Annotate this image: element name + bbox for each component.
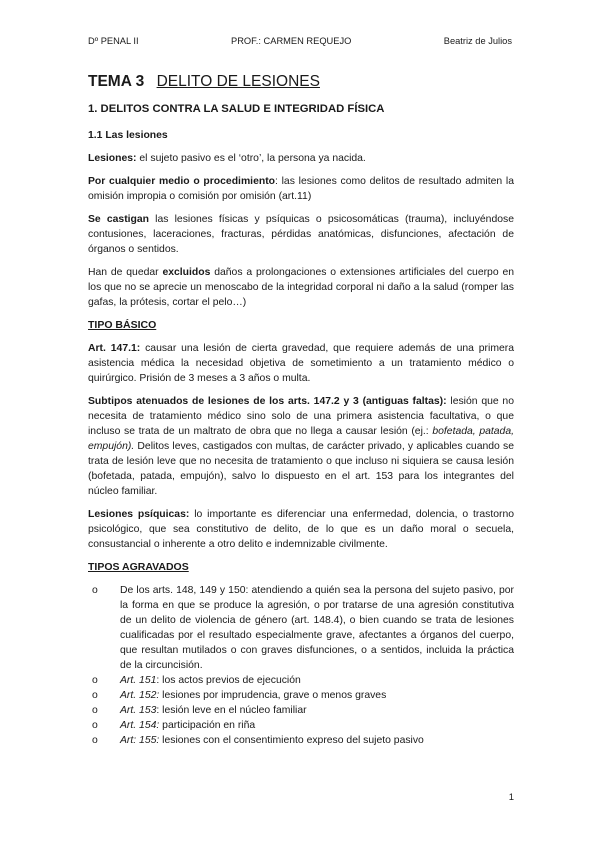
paragraph-psiquicas: Lesiones psíquicas: lo importante es diferenciar una enfermedad, dolencia, o trastorno psicológico, que sea constitutivo de delito, de lo que es un daño moral o secuela, consustancial o inherente a otro delito e indemnizable civilmente. [88,509,515,550]
bullet-icon: o [92,675,98,686]
list-item: o Art. 153: lesión leve en el núcleo familiar [92,705,307,716]
paragraph-subtipos: Subtipos atenuados de lesiones de los arts. 147.2 y 3 (antiguas faltas): lesión que no necesita de tratamiento médico sino solo de una primera asistencia facultativa, o que incluso se trata de un maltrato de obra que no llega a causar lesión (ej.: bofetada, patada, empujón). Delitos leves, castigados con multas, de carácter privado, y aplicables cuando se trata de lesión leve que no necesita de tratamiento o que incluso ni siquiera se causa lesión (bofetada, patada, empujón), salvo lo dispuesto en el art. 153 para los integrantes del núcleo familiar. [88,396,515,497]
list-item: o De los arts. 148, 149 y 150: atendiendo a quién sea la persona del sujeto pasivo, por la forma en que se produce la agresión, o por tratarse de una agresión constitutiva de un delito de violencia de género (art. 148.4), o bien cuando se trata de lesiones cualificadas por el resultado especialmente grave, afectantes a órganos del cuerpo, que resultan mutilados o con graves disfunciones, o a sentidos, incluida la práctica de la circuncisión. [92,585,514,671]
subsection-heading: 1.1 Las lesiones [88,130,168,141]
header-professor: PROF.: CARMEN REQUEJO [231,36,352,46]
term-subtipos: Subtipos atenuados de lesiones de los arts. 147.2 y 3 (antiguas faltas): [88,396,447,407]
paragraph-castigan: Se castigan las lesiones físicas y psíquicas o psicosomáticas (trauma), incluyéndose contusiones, laceraciones, fracturas, pérdidas anatómicas, disfunciones, afectación de órganos o sentidos. [88,214,514,255]
bullet-icon: o [92,690,98,701]
page-content [88,74,514,748]
paragraph-medio: Por cualquier medio o procedimiento: las lesiones como delitos de resultado admiten la omisión impropia o comisión por omisión (art.11) [88,176,514,202]
topic-name: DELITO DE LESIONES [156,73,320,90]
list-item: o Art: 155: lesiones con el consentimiento expreso del sujeto pasivo [92,735,424,746]
term-excluidos: excluidos [162,267,211,278]
paragraph-lesiones: Lesiones: el sujeto pasivo es el ‘otro’, la persona ya nacida. [88,153,366,164]
page-number: 1 [508,792,514,803]
bullet-icon: o [92,720,98,731]
bullet-icon: o [92,705,98,716]
aggravated-list [88,583,514,748]
list-item: o Art. 154: participación en riña [92,720,256,731]
term-castigan: Se castigan [88,214,150,225]
page-header [88,36,512,46]
list-item: o Art. 151: los actos previos de ejecución [92,675,301,686]
tipo-basico-heading: TIPO BÁSICO [88,319,157,331]
term-art-147-1: Art. 147.1: [88,343,141,354]
section-heading: 1. DELITOS CONTRA LA SALUD E INTEGRIDAD FÍSICA [88,103,385,115]
term-medio: Por cualquier medio o procedimiento [88,176,275,187]
topic-title [88,74,514,89]
bullet-icon: o [92,585,98,596]
tipos-agravados-heading: TIPOS AGRAVADOS [88,561,189,573]
bullet-icon: o [92,735,98,746]
list-item: o Art. 152: lesiones por imprudencia, grave o menos graves [92,690,387,701]
paragraph-excluidos: Han de quedar excluidos daños a prolongaciones o extensiones artificiales del cuerpo en los que no se aprecie un menoscabo de la integridad corporal ni daño a la salud (romper las gafas, la prótesis, cortar el pelo…) [88,267,514,308]
header-author: Beatriz de Julios [443,36,512,46]
topic-number: TEMA 3 [88,73,145,90]
header-course: Dº PENAL II [88,36,139,46]
term-psiquicas: Lesiones psíquicas: [88,509,190,520]
term-lesiones: Lesiones: [88,153,137,164]
paragraph-art-147-1: Art. 147.1: causar una lesión de cierta gravedad, que requiere además de una primera asistencia médica la necesidad objetiva de sometimiento a un tratamiento médico o quirúrgico. Prisión de 3 meses a 3 años o multa. [88,343,514,384]
